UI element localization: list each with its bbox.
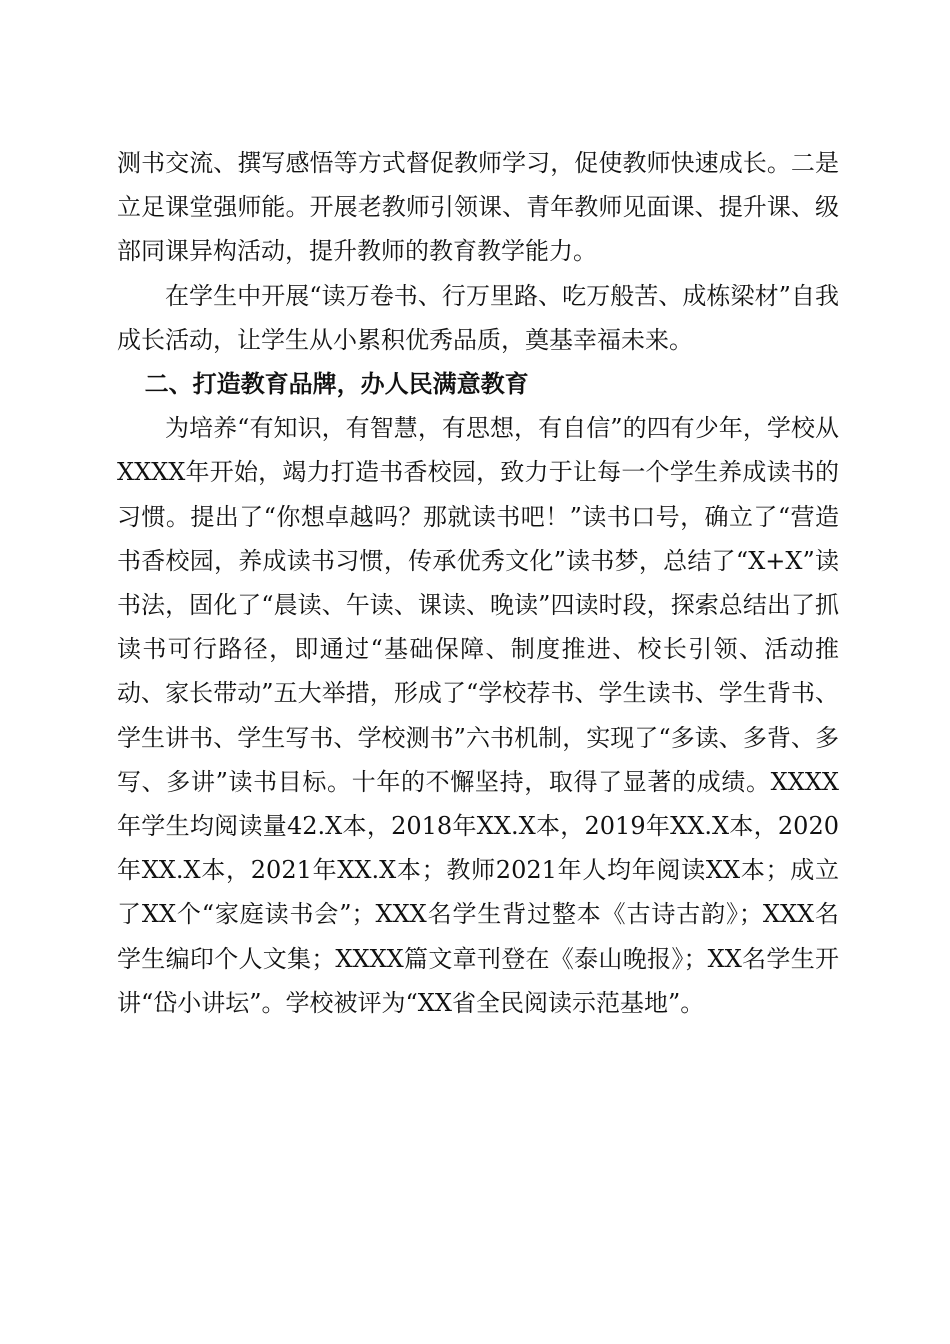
document-body [117, 141, 839, 1025]
paragraph-reading-brand: 为培养“有知识，有智慧，有思想，有自信”的四有少年，学校从XXXX年开始，竭力打造书香校园，致力于让每一个学生养成读书的习惯。提出了“你想卓越吗？那就读书吧！”读书口号，确立了“营造书香校园，养成读书习惯，传承优秀文化”读书梦，总结了“X+X”读书法，固化了“晨读、午读、课读、晚读”四读时段，探索总结出了抓读书可行路径，即通过“基础保障、制度推进、校长引领、活动推动、家长带动”五大举措，形成了“学校荐书、学生读书、学生背书、学生讲书、学生写书、学校测书”六书机制，实现了“多读、多背、多写、多讲”读书目标。十年的不懈坚持，取得了显著的成绩。XXXX年学生均阅读量42.X本，2018年XX.X本，2019年XX.X本，2020年XX.X本，2021年XX.X本；教师2021年人均年阅读XX本；成立了XX个“家庭读书会”；XXX名学生背过整本《古诗古韵》；XXX名学生编印个人文集；XXXX篇文章刊登在《泰山晚报》；XX名学生开讲“岱小讲坛”。学校被评为“XX省全民阅读示范基地”。 [117, 414, 839, 1017]
section-heading: 二、打造教育品牌，办人民满意教育 [144, 370, 529, 399]
paragraph-student-growth: 在学生中开展“读万卷书、行万里路、吃万般苦、成栋梁材”自我成长活动，让学生从小累积优秀品质，奠基幸福未来。 [117, 281, 839, 354]
paragraph-teacher-growth: 测书交流、撰写感悟等方式督促教师学习，促使教师快速成长。二是立足课堂强师能。开展老教师引领课、青年教师见面课、提升课、级部同课异构活动，提升教师的教育教学能力。 [117, 149, 839, 266]
